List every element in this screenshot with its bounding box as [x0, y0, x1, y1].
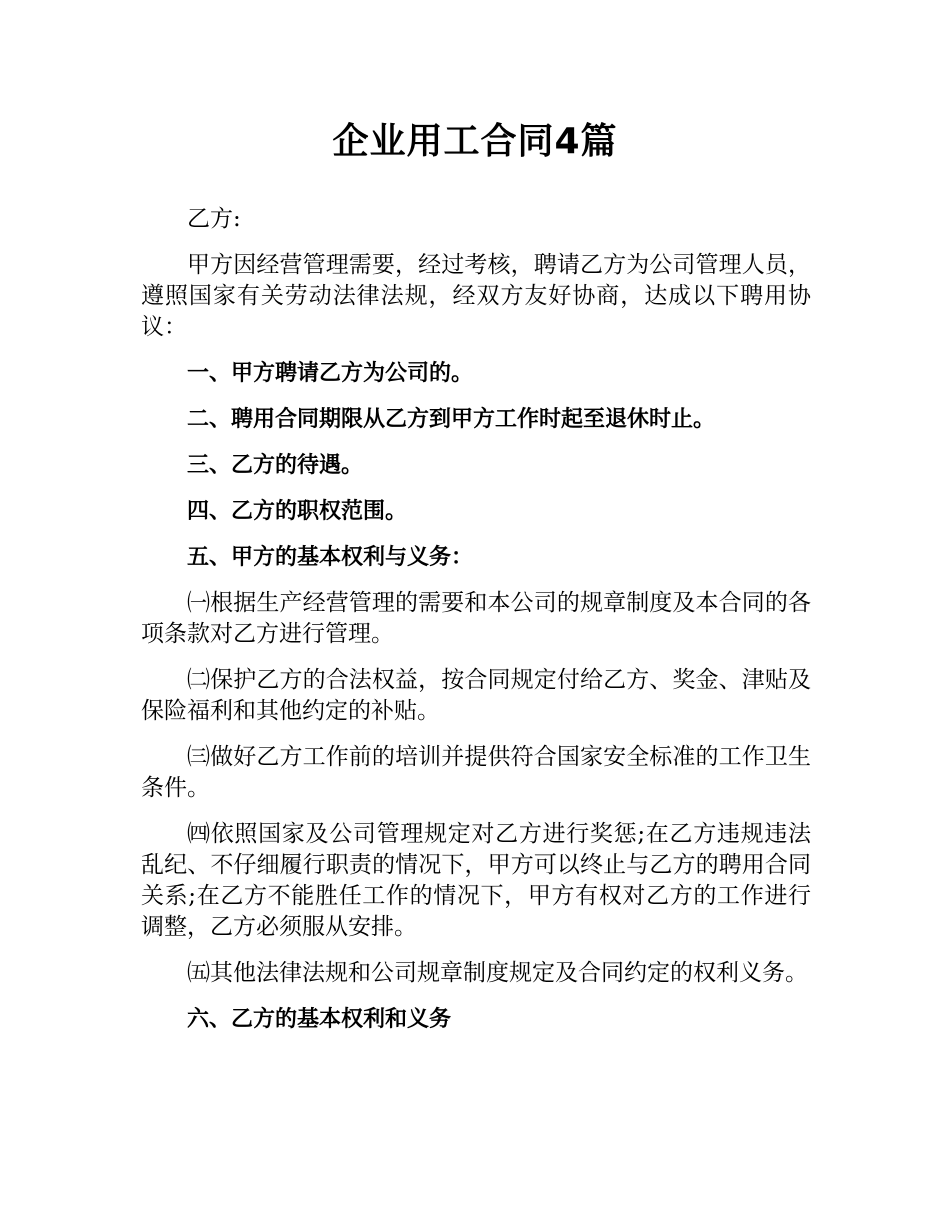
paragraph-item-2: ㈡保护乙方的合法权益，按合同规定付给乙方、奖金、津贴及保险福利和其他约定的补贴。: [141, 667, 811, 724]
heading-section-2: 二、聘用合同期限从乙方到甲方工作时起至退休时止。: [187, 407, 716, 432]
paragraph-item-4: ㈣依照国家及公司管理规定对乙方进行奖惩;在乙方违规违法乱纪、不仔细履行职责的情况下，甲方可以终止与乙方的聘用合同关系;在乙方不能胜任工作的情况下，甲方有权对乙方的工作进行调整，乙方必须服从安排。: [141, 821, 811, 940]
heading-section-3: 三、乙方的待遇。: [187, 453, 364, 478]
document-body: [141, 204, 811, 1050]
paragraph-item-1: ㈠根据生产经营管理的需要和本公司的规章制度及本合同的各项条款对乙方进行管理。: [141, 590, 811, 647]
heading-section-4: 四、乙方的职权范围。: [187, 499, 408, 524]
paragraph-intro: 甲方因经营管理需要，经过考核，聘请乙方为公司管理人员，遵照国家有关劳动法律法规，经双方友好协商，达成以下聘用协议：: [141, 252, 811, 340]
heading-section-6: 六、乙方的基本权利和义务: [187, 1007, 452, 1032]
heading-section-5: 五、甲方的基本权利与义务：: [187, 545, 474, 570]
paragraph-item-3: ㈢做好乙方工作前的培训并提供符合国家安全标准的工作卫生条件。: [141, 744, 811, 801]
paragraph-item-5: ㈤其他法律法规和公司规章制度规定及合同约定的权利义务。: [187, 960, 808, 986]
document-title: 企业用工合同4篇: [332, 121, 618, 162]
paragraph-party-b: 乙方:: [187, 206, 241, 232]
heading-section-1: 一、甲方聘请乙方为公司的。: [187, 361, 474, 386]
